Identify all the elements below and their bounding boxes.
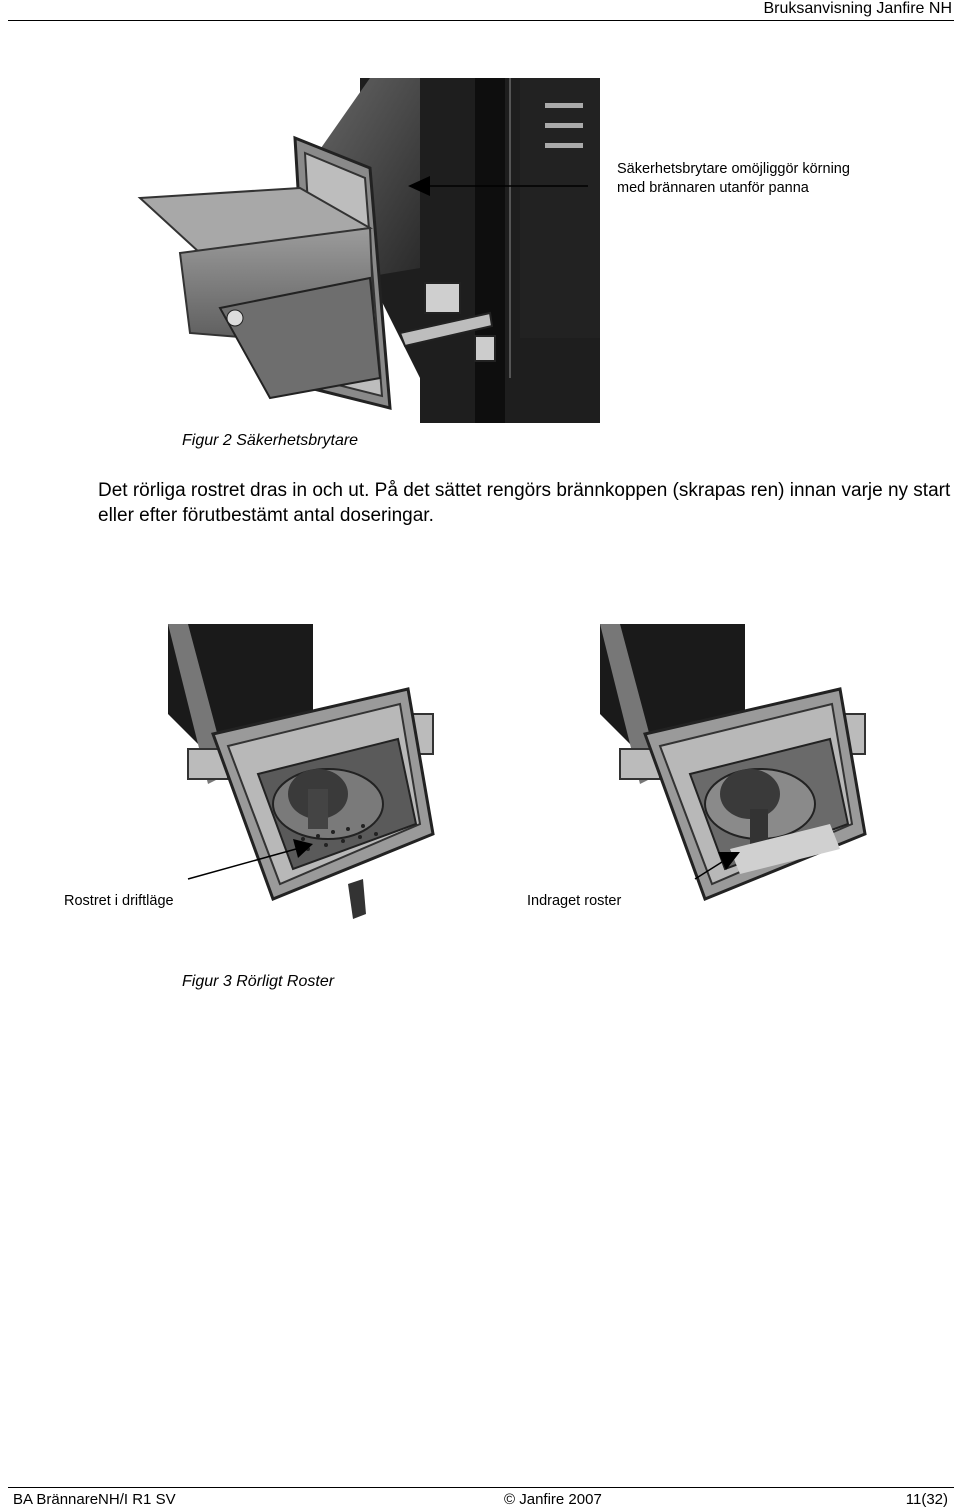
figure2-illustration xyxy=(120,78,600,423)
footer-doc-id: BA BrännareNH/I R1 SV xyxy=(13,1491,176,1508)
copyright-icon: © xyxy=(504,1491,516,1508)
figure2-caption: Figur 2 Säkerhetsbrytare xyxy=(182,432,359,449)
header-divider xyxy=(8,20,954,21)
body-paragraph: Det rörliga rostret dras in och ut. På det sättet rengörs brännkoppen (skrapas ren) innan varje ny start eller efter förutbestämt antal doseringar. xyxy=(98,480,951,526)
figure3-caption: Figur 3 Rörligt Roster xyxy=(182,973,335,990)
figure3-label-operating: Rostret i driftläge xyxy=(64,893,174,909)
footer-copyright xyxy=(504,1491,602,1508)
footer-copyright-text: Janfire 2007 xyxy=(519,1491,602,1508)
figure3-left-illustration xyxy=(168,624,478,934)
header-title: Bruksanvisning Janfire NH xyxy=(763,0,952,17)
figure2-callout-text: Säkerhetsbrytare omöjliggör körning med brännaren utanför panna xyxy=(617,161,850,196)
figure3-label-retracted: Indraget roster xyxy=(527,893,622,909)
footer-divider xyxy=(8,1487,954,1488)
footer-page-number: 11(32) xyxy=(905,1491,948,1508)
figure3-right-illustration xyxy=(600,624,910,934)
